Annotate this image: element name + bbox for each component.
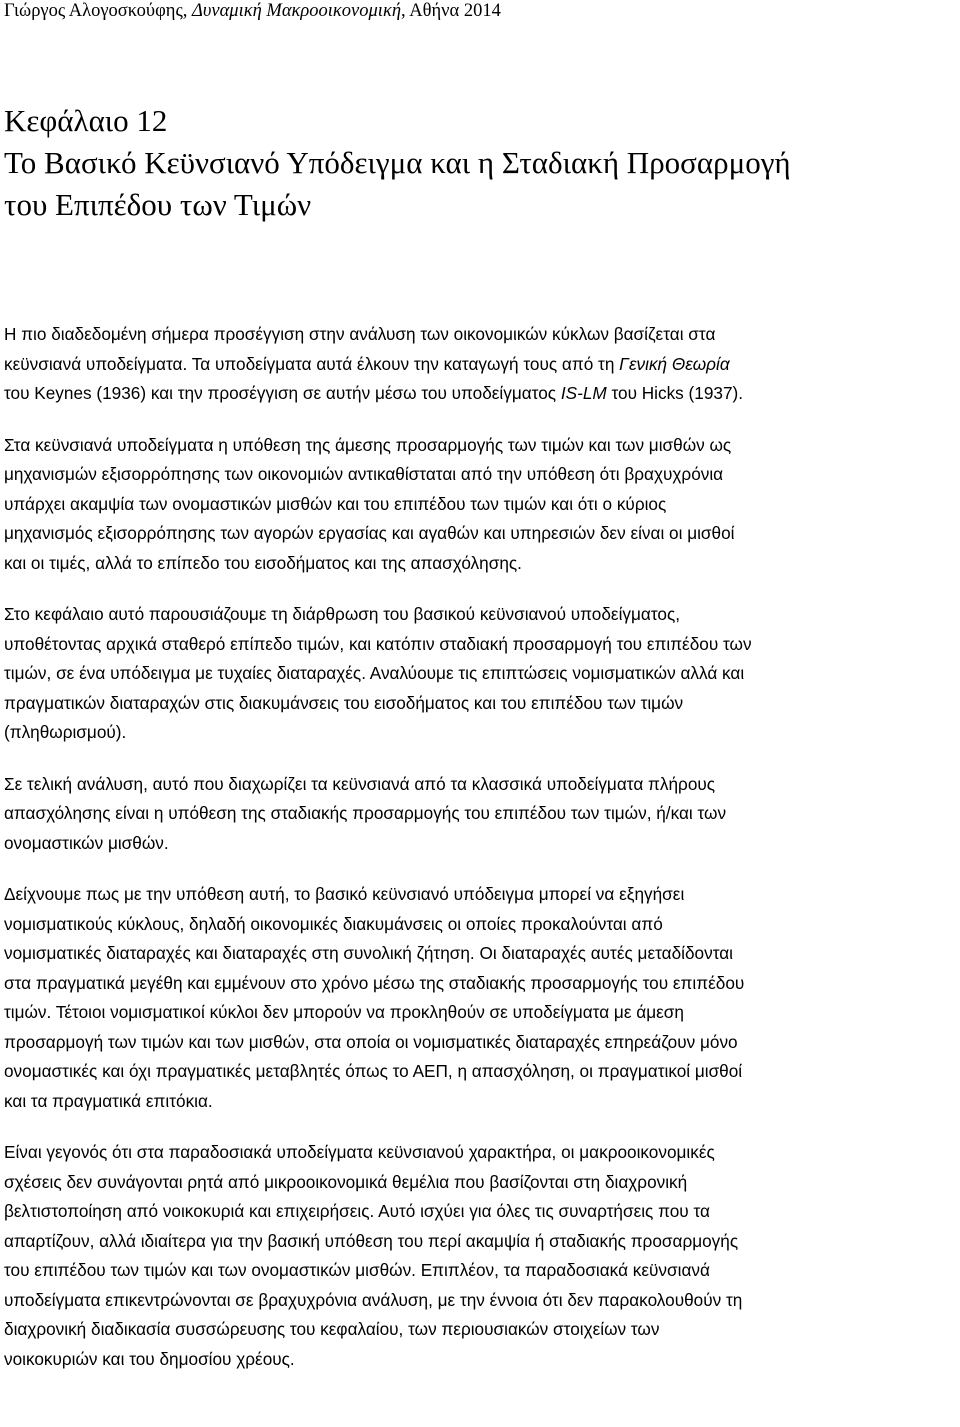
paragraph-line: μηχανισμών εξισορρόπησης των οικονομιών αντικαθίσταται από την υπόθεση ότι βραχυχρόνια [4, 464, 724, 484]
italic-general-theory: Γενική Θεωρία [619, 353, 730, 374]
paragraph-line: ονομαστικές και όχι πραγματικές μεταβλητές όπως το ΑΕΠ, η απασχόληση, οι πραγματικοί μισθοί [4, 1061, 743, 1081]
paragraph-line: του επιπέδου των τιμών και των ονομαστικών μισθών. Επιπλέον, τα παραδοσιακά κεϋνσιανά [4, 1260, 710, 1280]
paragraph-line: προσαρμογή των τιμών και των μισθών, στα οποία οι νομισματικές διαταραχές επηρεάζουν μόνο [4, 1031, 738, 1052]
running-header [4, 0, 501, 22]
paragraph-line: διαχρονική διαδικασία συσσώρευσης του κεφαλαίου, των περιουσιακών στοιχείων των [4, 1319, 660, 1339]
paragraph-line: τιμών. Τέτοιοι νομισματικοί κύκλοι δεν μπορούν να προκληθούν σε υποδείγματα με άμεση [4, 1002, 684, 1022]
paragraph-line: βελτιστοποίηση από νοικοκυριά και επιχειρήσεις. Αυτό ισχύει για όλες τις συναρτήσεις που τα [4, 1201, 710, 1221]
paragraph-5 [4, 880, 958, 1116]
body-text [4, 320, 958, 1396]
paragraph-line: Δείχνουμε πως με την υπόθεση αυτή, το βασικό κεϋνσιανό υπόδειγμα μπορεί να εξηγήσει [4, 884, 685, 904]
paragraph-line: υποδείγματα επικεντρώνονται σε βραχυχρόνια ανάλυση, με την έννοια ότι δεν παρακολουθούν τη [4, 1289, 743, 1310]
paragraph-line: (πληθωρισμού). [4, 722, 127, 742]
paragraph-line [4, 379, 958, 409]
header-book-title: Δυναμική Μακροοικονομική [192, 1, 402, 21]
paragraph-line: υπάρχει ακαμψία των ονομαστικών μισθών και του επιπέδου των τιμών και ότι ο κύριος [4, 493, 667, 514]
paragraph-6 [4, 1138, 958, 1374]
paragraph-line: νοικοκυριών και του δημοσίου χρέους. [4, 1348, 295, 1369]
paragraph-2 [4, 431, 958, 579]
paragraph-line: απασχόλησης είναι η υπόθεση της σταδιακής προσαρμογής του επιπέδου των τιμών, ή/και των [4, 803, 727, 823]
chapter-heading [4, 100, 960, 226]
paragraph-line: απαρτίζουν, αλλά ιδιαίτερα για την βασική υπόθεση του περί ακαμψία ή σταδιακής προσαρμογής [4, 1230, 739, 1251]
chapter-title-line-2: του Επιπέδου των Τιμών [4, 187, 312, 222]
paragraph-line: Στο κεφάλαιο αυτό παρουσιάζουμε τη διάρθρωση του βασικού κεϋνσιανού υποδείγματος, [4, 604, 680, 624]
paragraph-line: νομισματικές διαταραχές και διαταραχές στη συνολική ζήτηση. Οι διαταραχές αυτές μεταδίδονται [4, 943, 733, 963]
paragraph-3 [4, 600, 958, 748]
paragraph-line: σχέσεις δεν συνάγονται ρητά από μικροοικονομικά θεμέλια που βασίζονται στη διαχρονική [4, 1171, 688, 1192]
header-author: Γιώργος Αλογοσκούφης, [4, 1, 193, 21]
paragraph-line: τιμών, σε ένα υπόδειγμα με τυχαίες διαταραχές. Αναλύουμε τις επιπτώσεις νομισματικών αλλά και [4, 663, 745, 683]
paragraph-line: υποθέτοντας αρχικά σταθερό επίπεδο τιμών, και κατόπιν σταδιακή προσαρμογή του επιπέδου των [4, 633, 752, 654]
paragraph-line: Η πιο διαδεδομένη σήμερα προσέγγιση στην ανάλυση των οικονομικών κύκλων βασίζεται στα [4, 324, 716, 344]
chapter-title-line-1: Το Βασικό Κεϋνσιανό Υπόδειγμα και η Σταδιακή Προσαρμογή [4, 145, 791, 180]
paragraph-line: Στα κεϋνσιανά υποδείγματα η υπόθεση της άμεσης προσαρμογής των τιμών και των μισθών ως [4, 434, 732, 455]
chapter-number: Κεφάλαιο 12 [4, 103, 168, 138]
paragraph-line: Σε τελική ανάλυση, αυτό που διαχωρίζει τα κεϋνσιανά από τα κλασσικά υποδείγματα πλήρους [4, 773, 716, 794]
line-text: κεϋνσιανά υποδείγματα. Τα υποδείγματα αυτά έλκουν την καταγωγή τους από τη [4, 353, 620, 374]
paragraph-line: πραγματικών διαταραχών στις διακυμάνσεις του εισοδήματος και του επιπέδου των τιμών [4, 692, 684, 713]
paragraph-line: ονομαστικών μισθών. [4, 832, 169, 853]
line-text: του Hicks (1937). [606, 383, 744, 403]
paragraph-line: και τα πραγματικά επιτόκια. [4, 1090, 213, 1111]
paragraph-1 [4, 320, 958, 409]
paragraph-line: και οι τιμές, αλλά το επίπεδο του εισοδήματος και της απασχόλησης. [4, 552, 522, 573]
paragraph-line: στα πραγματικά μεγέθη και εμμένουν στο χρόνο μέσω της σταδιακής προσαρμογής του επιπέδου [4, 972, 745, 993]
paragraph-line [4, 350, 958, 380]
paragraph-line: Είναι γεγονός ότι στα παραδοσιακά υποδείγματα κεϋνσιανού χαρακτήρα, οι μακροοικονομικές [4, 1142, 715, 1162]
header-place-year: , Αθήνα 2014 [401, 1, 501, 21]
italic-islm: IS-LM [560, 383, 607, 403]
paragraph-4 [4, 770, 958, 859]
paragraph-line: νομισματικούς κύκλους, δηλαδή οικονομικές διακυμάνσεις οι οποίες προκαλούνται από [4, 913, 663, 934]
line-text: του Keynes (1936) και την προσέγγιση σε αυτήν μέσω του υποδείγματος [4, 383, 561, 403]
paragraph-line: μηχανισμός εξισορρόπησης των αγορών εργασίας και αγαθών και υπηρεσιών δεν είναι οι μισθοί [4, 523, 735, 543]
